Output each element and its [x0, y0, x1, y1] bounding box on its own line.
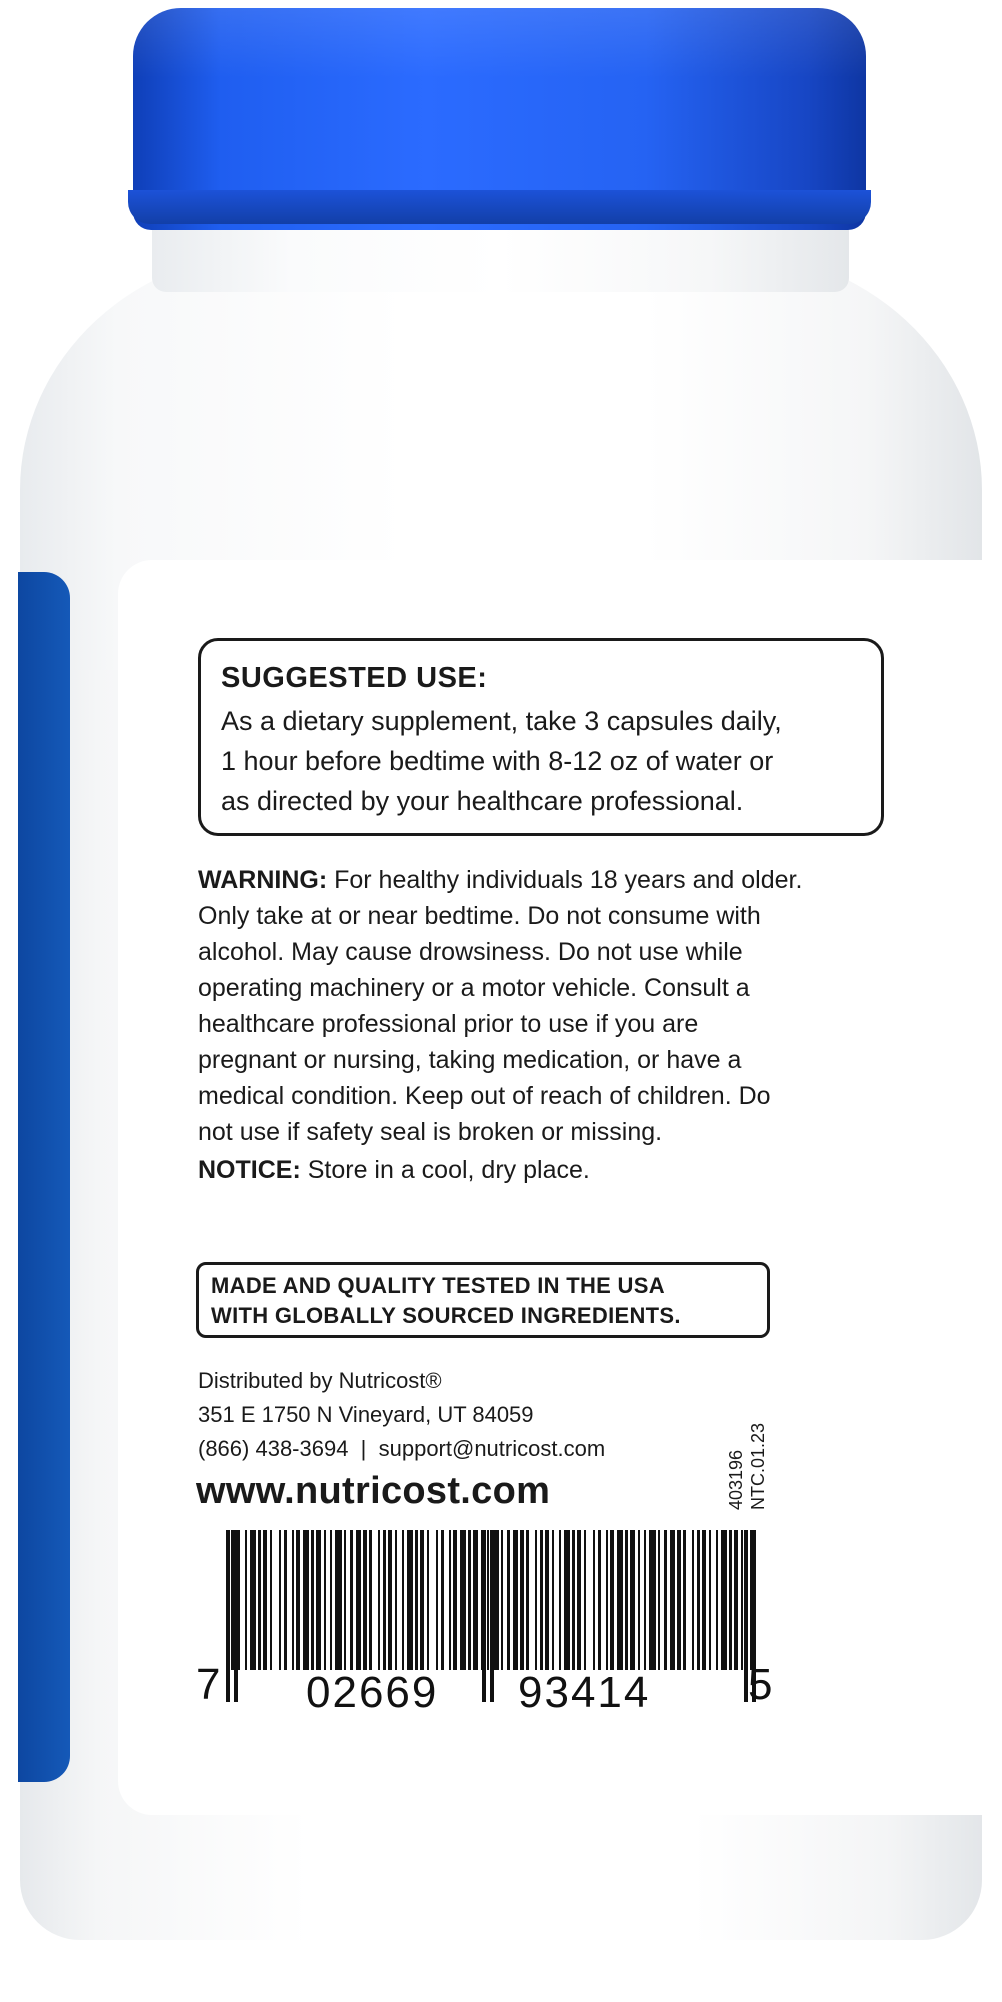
- barcode-bar: [638, 1530, 640, 1670]
- barcode-bar: [670, 1530, 675, 1670]
- barcode-bar: [658, 1530, 660, 1670]
- suggested-use-text: [221, 701, 861, 821]
- barcode-bar: [598, 1530, 601, 1670]
- barcode-group-1: 02669: [306, 1668, 439, 1717]
- barcode-bar: [356, 1530, 361, 1670]
- barcode-bar: [617, 1530, 623, 1670]
- barcode-bar: [324, 1530, 326, 1670]
- barcode-bar: [436, 1530, 438, 1670]
- barcode-bar: [750, 1530, 752, 1670]
- barcode-bar: [460, 1530, 466, 1670]
- barcode-bar: [350, 1530, 353, 1670]
- warning-text: [198, 862, 898, 1150]
- warning-line: [198, 862, 898, 898]
- warning-line: medical condition. Keep out of reach of children. Do: [198, 1082, 771, 1110]
- barcode-bar: [311, 1530, 314, 1670]
- barcode: [196, 1530, 776, 1730]
- warning-line: pregnant or nursing, taking medication, or have a: [198, 1046, 742, 1074]
- barcode-bar: [378, 1530, 380, 1670]
- barcode-bar: [363, 1530, 367, 1670]
- barcode-bar: [487, 1530, 489, 1670]
- barcode-bar: [316, 1530, 321, 1670]
- barcode-bar: [263, 1530, 267, 1670]
- barcode-guard-bar: [234, 1530, 238, 1702]
- barcode-bar: [606, 1530, 608, 1670]
- barcode-bar: [709, 1530, 711, 1670]
- barcode-guard-bar: [490, 1530, 494, 1702]
- made-in-line-1: MADE AND QUALITY TESTED IN THE USA: [211, 1273, 665, 1298]
- barcode-bar: [383, 1530, 386, 1670]
- barcode-bar: [303, 1530, 309, 1670]
- barcode-bar: [369, 1530, 372, 1670]
- barcode-bar: [292, 1530, 294, 1670]
- barcode-bar: [395, 1530, 397, 1670]
- distributor-info: [198, 1364, 758, 1466]
- barcode-bar: [702, 1530, 706, 1670]
- barcode-bar: [296, 1530, 300, 1670]
- barcode-bar: [552, 1530, 554, 1670]
- barcode-bar: [449, 1530, 451, 1670]
- barcode-bar: [250, 1530, 256, 1670]
- lot-code-1: 403196: [726, 1449, 746, 1510]
- barcode-bar: [649, 1530, 656, 1670]
- barcode-bar: [284, 1530, 287, 1670]
- lot-code-2: NTC.01.23: [748, 1422, 768, 1510]
- label-blue-stripe: [18, 572, 70, 1782]
- barcode-bar: [520, 1530, 524, 1670]
- barcode-bar: [473, 1530, 478, 1670]
- suggested-use-line: as directed by your healthcare professional.: [221, 786, 744, 816]
- barcode-bar: [468, 1530, 471, 1670]
- barcode-bar: [677, 1530, 681, 1670]
- barcode-bar: [388, 1530, 392, 1670]
- website-url: www.nutricost.com: [196, 1470, 551, 1512]
- barcode-bar: [734, 1530, 738, 1670]
- barcode-bar: [441, 1530, 444, 1670]
- suggested-use-line: 1 hour before bedtime with 8-12 oz of water or: [221, 746, 774, 776]
- barcode-group-2: 93414: [518, 1668, 651, 1717]
- barcode-bar: [721, 1530, 727, 1670]
- barcode-bar: [238, 1530, 240, 1670]
- barcode-bar: [644, 1530, 646, 1670]
- barcode-right-digit: 5: [748, 1660, 773, 1709]
- barcode-bar: [402, 1530, 404, 1670]
- barcode-bar: [535, 1530, 537, 1670]
- notice-text: [198, 1152, 898, 1188]
- warning-line: alcohol. May cause drowsiness. Do not use while: [198, 938, 743, 966]
- warning-line-text: For healthy individuals 18 years and older.: [327, 866, 803, 894]
- barcode-bars: [196, 1530, 776, 1730]
- barcode-bar: [330, 1530, 332, 1670]
- warning-line: not use if safety seal is broken or missing.: [198, 1118, 663, 1146]
- barcode-bar: [630, 1530, 635, 1670]
- barcode-bar: [258, 1530, 261, 1670]
- made-in-line-2: WITH GLOBALLY SOURCED INGREDIENTS.: [211, 1303, 681, 1328]
- barcode-bar: [593, 1530, 595, 1670]
- bottle-cap-rim: [128, 190, 871, 224]
- barcode-bar: [625, 1530, 628, 1670]
- barcode-bar: [741, 1530, 743, 1670]
- barcode-bar: [453, 1530, 457, 1670]
- barcode-left-digit: 7: [196, 1660, 221, 1709]
- barcode-bar: [697, 1530, 700, 1670]
- barcode-bar: [415, 1530, 418, 1670]
- barcode-guard-bar: [226, 1530, 230, 1702]
- distributor-name: Distributed by Nutricost®: [198, 1368, 442, 1393]
- barcode-bar: [245, 1530, 247, 1670]
- barcode-bar: [692, 1530, 694, 1670]
- suggested-use-title: SUGGESTED USE:: [221, 662, 488, 694]
- bottle-neck: [152, 222, 849, 292]
- distributor-contact: (866) 438-3694 | support@nutricost.com: [198, 1436, 606, 1461]
- lot-codes: [718, 1400, 808, 1510]
- distributor-address: 351 E 1750 N Vineyard, UT 84059: [198, 1402, 534, 1427]
- barcode-bar: [584, 1530, 586, 1670]
- barcode-bar: [526, 1530, 529, 1670]
- barcode-bar: [407, 1530, 413, 1670]
- barcode-bar: [507, 1530, 510, 1670]
- warning-line: healthcare professional prior to use if you are: [198, 1010, 699, 1038]
- barcode-bar: [427, 1530, 429, 1670]
- warning-label: WARNING:: [198, 866, 328, 894]
- barcode-bar: [540, 1530, 543, 1670]
- barcode-bar: [683, 1530, 686, 1670]
- barcode-bar: [420, 1530, 424, 1670]
- barcode-bar: [501, 1530, 503, 1670]
- barcode-bar: [729, 1530, 732, 1670]
- barcode-bar: [513, 1530, 518, 1670]
- notice-body: Store in a cool, dry place.: [300, 1156, 590, 1184]
- warning-line: operating machinery or a motor vehicle. Consult a: [198, 974, 750, 1002]
- barcode-bar: [577, 1530, 581, 1670]
- barcode-bar: [545, 1530, 549, 1670]
- barcode-bar: [572, 1530, 575, 1670]
- warning-line: Only take at or near bedtime. Do not consume with: [198, 902, 761, 930]
- barcode-bar: [270, 1530, 272, 1670]
- suggested-use-box: [198, 638, 884, 836]
- made-in-usa-box: [196, 1262, 770, 1338]
- barcode-bar: [716, 1530, 718, 1670]
- barcode-bar: [559, 1530, 561, 1670]
- barcode-bar: [335, 1530, 342, 1670]
- barcode-bar: [344, 1530, 346, 1670]
- barcode-guard-bar: [482, 1530, 486, 1702]
- notice-label: NOTICE:: [198, 1156, 301, 1184]
- barcode-bar: [664, 1530, 667, 1670]
- barcode-bar: [610, 1530, 614, 1670]
- suggested-use-line: As a dietary supplement, take 3 capsules daily,: [221, 706, 782, 736]
- barcode-bar: [279, 1530, 281, 1670]
- barcode-bar: [564, 1530, 570, 1670]
